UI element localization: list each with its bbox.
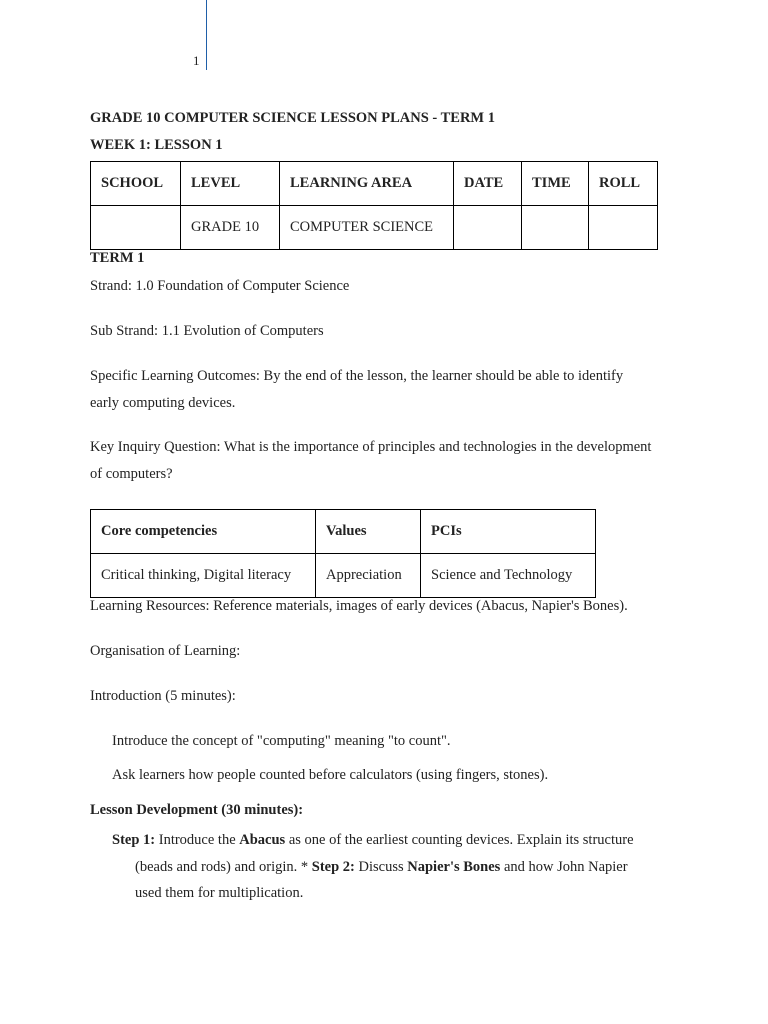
step-2-text-b: and how John Napier [500, 858, 628, 875]
cell-time [522, 206, 589, 250]
step-1-text-a: Introduce the [155, 832, 240, 848]
outcomes-line-1: Specific Learning Outcomes: By the end of the lesson, the learner should be able to identify [90, 368, 624, 384]
header-level: LEVEL [181, 162, 280, 206]
development-heading: Lesson Development (30 minutes): [90, 802, 304, 818]
step-2-label: Step 2: [311, 858, 355, 875]
cell-level: GRADE 10 [181, 206, 280, 250]
table-header-row [91, 162, 658, 206]
header-school: SCHOOL [91, 162, 181, 206]
cell-learning-area: COMPUTER SCIENCE [280, 206, 454, 250]
step-1-text-b: as one of the earliest counting devices. Explain its structure [285, 832, 634, 848]
cell-core-competencies: Critical thinking, Digital literacy [91, 554, 316, 598]
organisation-text: Organisation of Learning: [90, 643, 241, 659]
header-values: Values [316, 510, 421, 554]
strand-text: Strand: 1.0 Foundation of Computer Science [90, 278, 350, 294]
table-row [91, 554, 596, 598]
header-date: DATE [454, 162, 522, 206]
document-title: GRADE 10 COMPUTER SCIENCE LESSON PLANS - TERM 1 [90, 110, 495, 126]
cell-roll [589, 206, 658, 250]
step-1-text-c: (beads and rods) and origin. * [135, 858, 312, 875]
abacus-term: Abacus [239, 832, 286, 848]
introduction-heading: Introduction (5 minutes): [90, 688, 236, 704]
header-time: TIME [522, 162, 589, 206]
header-roll: ROLL [589, 162, 658, 206]
term-heading: TERM 1 [90, 250, 145, 266]
header-core-competencies: Core competencies [91, 510, 316, 554]
learning-resources-text: Learning Resources: Reference materials, images of early devices (Abacus, Napier's Bones). [90, 598, 628, 614]
cell-date [454, 206, 522, 250]
cell-values: Appreciation [316, 554, 421, 598]
lesson-steps-paragraph [112, 827, 672, 907]
step-2-text-c: used them for multiplication. [135, 885, 304, 901]
step-continuation-1 [112, 854, 672, 881]
page-margin-rule [206, 0, 207, 70]
table-header-row [91, 510, 596, 554]
napiers-bones-term: Napier's Bones [407, 858, 501, 875]
inquiry-line-2: of computers? [90, 466, 173, 482]
competencies-table [90, 509, 596, 598]
outcomes-line-2: early computing devices. [90, 395, 236, 411]
intro-item-1: Introduce the concept of "computing" meaning "to count". [112, 733, 451, 749]
step-1-label: Step 1: [112, 832, 156, 848]
header-pcis: PCIs [421, 510, 596, 554]
page-number: 1 [193, 53, 200, 68]
header-learning-area: LEARNING AREA [280, 162, 454, 206]
cell-pcis: Science and Technology [421, 554, 596, 598]
sub-strand-text: Sub Strand: 1.1 Evolution of Computers [90, 323, 324, 339]
table-row [91, 206, 658, 250]
lesson-info-table [90, 161, 658, 250]
inquiry-line-1: Key Inquiry Question: What is the importance of principles and technologies in the development [90, 439, 652, 455]
step-2-text-a: Discuss [354, 858, 408, 875]
intro-item-2: Ask learners how people counted before calculators (using fingers, stones). [112, 767, 549, 783]
step-continuation-2 [112, 880, 672, 907]
cell-school [91, 206, 181, 250]
week-lesson-heading: WEEK 1: LESSON 1 [90, 137, 223, 153]
